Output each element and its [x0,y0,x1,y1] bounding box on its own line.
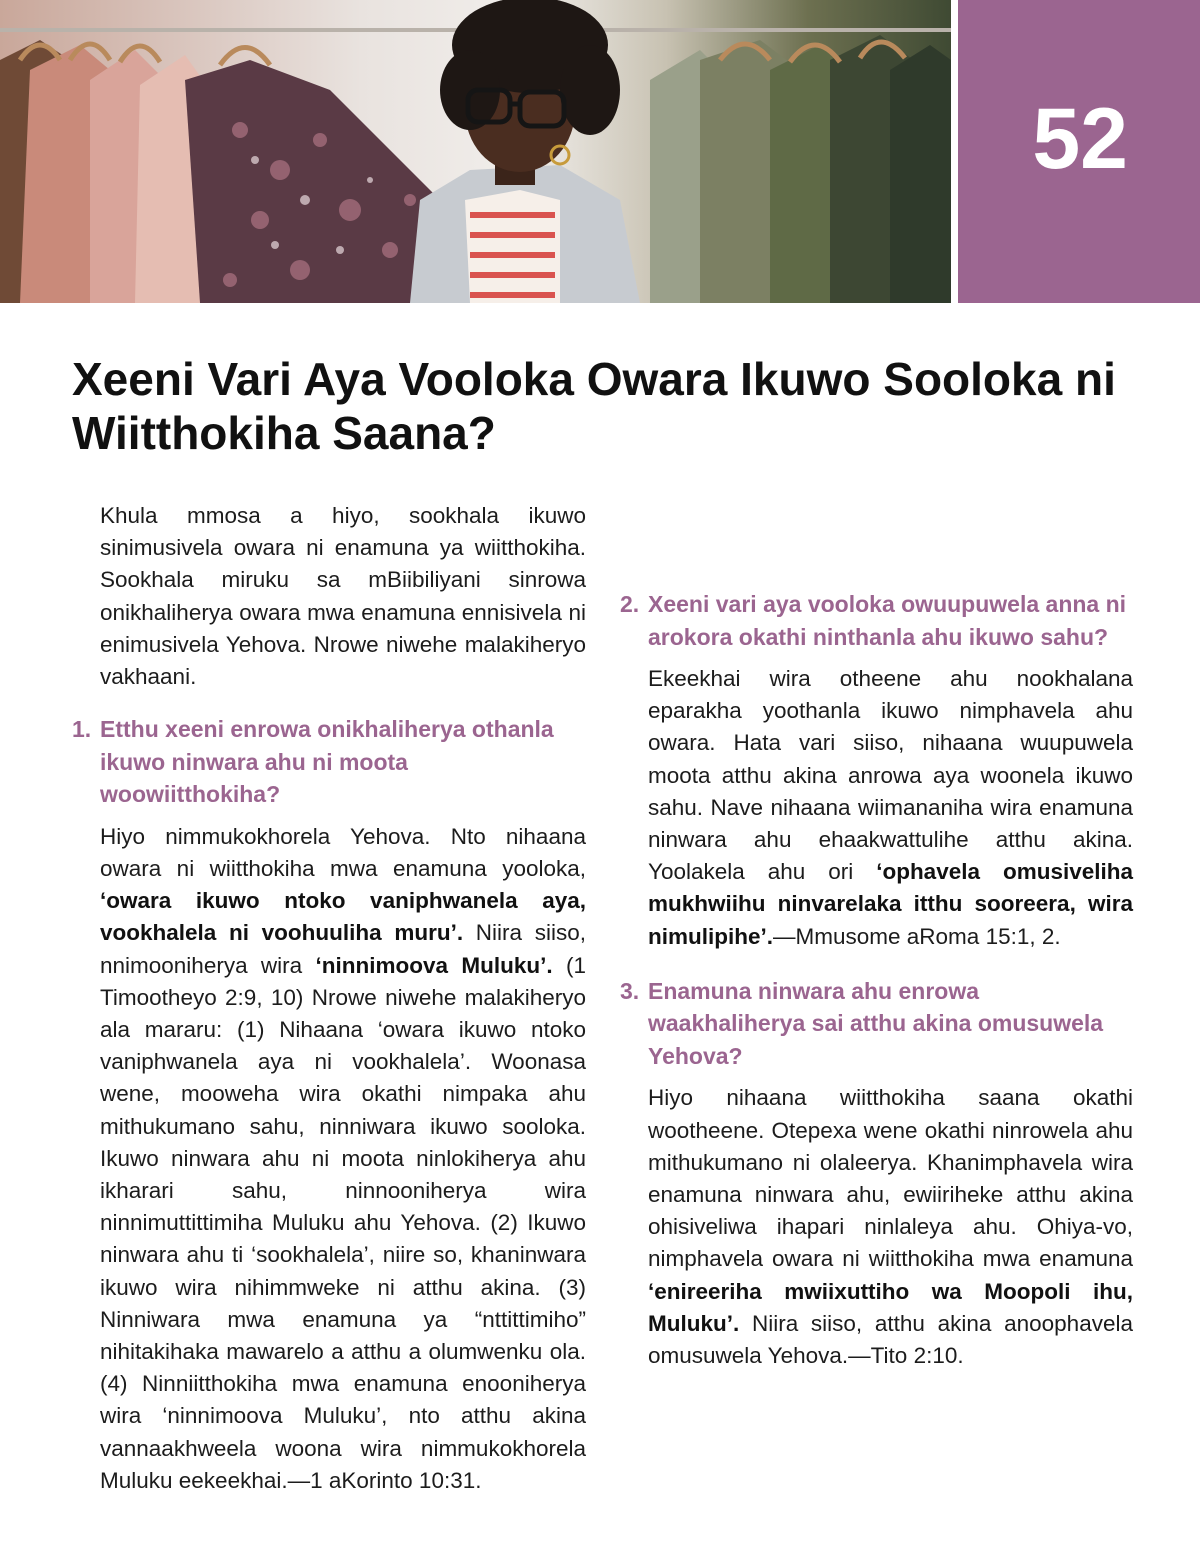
page-title: Xeeni Vari Aya Vooloka Owara Ikuwo Sooloka ni Wiitthokiha Saana? [72,353,1116,459]
answer-1 [100,821,586,1497]
answer-2-text-b: —Mmusome aRoma 15:1, 2. [773,923,1061,949]
lesson-number: 52 [1032,91,1128,187]
question-2-number: 2. [620,591,640,617]
answer-3-bold-a: ‘enireeriha mwiixuttiho wa Moopoli ihu, Muluku’. [648,1278,1133,1336]
answer-1-bold-b: ‘ninnimoova Muluku’. [315,952,553,978]
lesson-badge [958,0,1200,303]
header-photo [0,0,951,303]
answer-1-text-b: Niira siiso, nnimooniherya wira [100,920,586,978]
question-2 [620,588,1133,653]
answer-2 [648,663,1133,953]
intro-paragraph: Khula mmosa a hiyo, sookhala ikuwo sinimusivela owara ni enamuna ya wiitthokiha. Sookhala miruku sa mBiibiliyani sinrowa onikhaliherya owara mwa enamuna ennisivela ni enimusivela Yehova. Nrowe niwehe malakiheryo vakhaani. [100,503,586,690]
question-1 [72,713,586,811]
answer-3 [648,1082,1133,1372]
answer-1-text-c: (1 Timootheyo 2:9, 10) Nrowe niwehe malakiheryo ala mararu: (1) Nihaana ‘owara ikuwo ntoko vaniphwanela aya ni vookhalela’. Woonasa wene, mooweha wira okathi nimpaka ahu mithukumano sahu, ninniwara ikuwo sooloka. Ikuwo ninwara ahu ni moota ninlokiherya ahu ikharari sahu, ninnooniherya wira ninnimuttittimiha Muluku ahu Yehova. (2) Ikuwo ninwara ahu ti ‘sookhalela’, niire so, khaninwara ikuwo wira nihimmweke ni atthu akina. (3) Ninniwara mwa enamuna ya “nttittimiho” nihitakihaka mawarelo a atthu a olumwenku ola. (4) Ninniitthokiha mwa enamuna enooniherya wira ‘ninnimoova Muluku’, nto atthu akina vannaakhweela woona wira nimmukokhorela Muluku eekeekhai.—1 aKorinto 10:31. [100,952,586,1493]
answer-1-text-a: Hiyo nimmukokhorela Yehova. Nto nihaana owara ni wiitthokiha mwa enamuna yooloka, [100,823,586,881]
answer-3-text-b: Niira siiso, atthu akina anoophavela omusuwela Yehova.—Tito 2:10. [648,1310,1133,1368]
question-3-text: Enamuna ninwara ahu enrowa waakhaliherya sai atthu akina omusuwela Yehova? [648,977,1104,1069]
answer-2-bold-a: ‘ophavela omusiveliha mukhwiihu ninvarelaka itthu sooreera, wira nimulipihe’. [648,859,1133,949]
right-column-content [620,588,1133,1372]
question-3 [620,975,1133,1073]
clothing-store-photo [0,0,951,303]
question-3-number: 3. [620,977,640,1004]
answer-2-text-a: Ekeekhai wira otheene ahu nookhalana eparakha yoothanla ikuwo nimphavela ahu owara. Hata vari siiso, nihaana wuupuwela moota atthu akina anrowa aya woonela ikuwo sahu. Nave nihaana wiimananiha wira enamuna ninwara ahu ehaakwattulihe atthu akina. Yoolakela ahu ori [648,666,1133,885]
question-2-text: Xeeni vari aya vooloka owuupuwela anna ni arokora okathi ninthanla ahu ikuwo sahu? [648,591,1127,650]
question-1-text: Etthu xeeni enrowa onikhaliherya othanla ikuwo ninwara ahu ni moota woowiitthokiha? [100,716,554,808]
question-1-number: 1. [72,716,92,743]
answer-3-text-a: Hiyo nihaana wiitthokiha saana okathi wootheene. Otepexa wene okathi ninrowela ahu mithukumano ni olaleerya. Khanimphavela wira enamuna ninwara ahu, ewiiriheke atthu akina ohisiveliwa ihapari ninlaleya ahu. Ohiya-vo, nimphavela owara ni wiitthokiha mwa enamuna [648,1085,1133,1272]
answer-1-bold-a: ‘owara ikuwo ntoko vaniphwanela aya, vookhalela ni voohuuliha muru’. [100,888,586,946]
left-column [72,500,586,1497]
